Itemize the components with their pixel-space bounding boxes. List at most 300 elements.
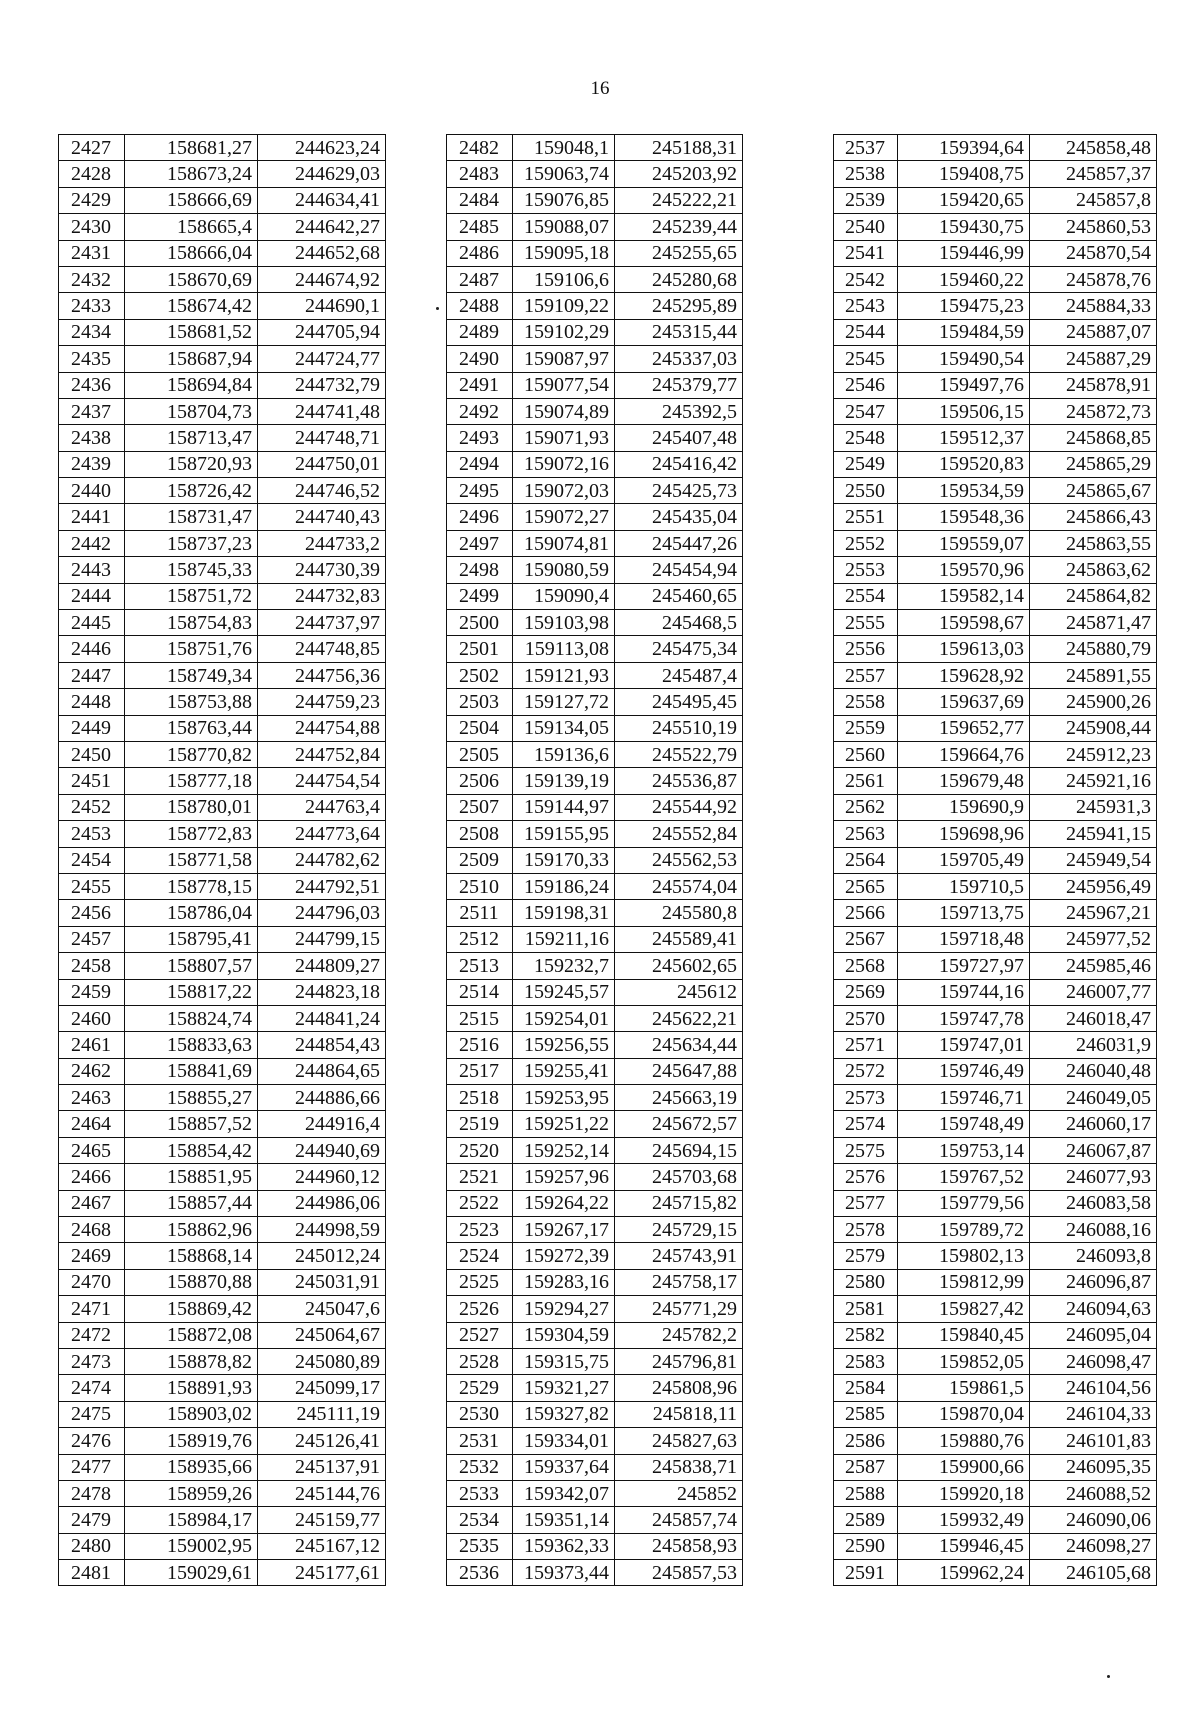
table-row [59,1348,386,1374]
x-coordinate-cell: 159718,48 [898,926,1030,952]
y-coordinate-cell: 245908,44 [1030,715,1157,741]
scan-speck [436,307,439,310]
y-coordinate-cell: 245863,62 [1030,557,1157,583]
y-coordinate-cell: 244748,71 [258,425,386,451]
y-coordinate-cell: 246077,93 [1030,1164,1157,1190]
y-coordinate-cell: 245941,15 [1030,821,1157,847]
y-coordinate-cell: 245857,53 [615,1560,743,1586]
y-coordinate-cell: 244732,83 [258,583,386,609]
x-coordinate-cell: 159095,18 [513,240,615,266]
y-coordinate-cell: 245956,49 [1030,873,1157,899]
y-coordinate-cell: 245672,57 [615,1111,743,1137]
y-coordinate-cell: 245949,54 [1030,847,1157,873]
point-number-cell: 2431 [59,240,125,266]
table-row [59,240,386,266]
x-coordinate-cell: 158770,82 [125,741,258,767]
y-coordinate-cell: 245827,63 [615,1428,743,1454]
table-row [59,689,386,715]
point-number-cell: 2473 [59,1348,125,1374]
y-coordinate-cell: 246049,05 [1030,1085,1157,1111]
table-row [834,1533,1157,1559]
point-number-cell: 2515 [447,1005,513,1031]
x-coordinate-cell: 159127,72 [513,689,615,715]
x-coordinate-cell: 158726,42 [125,478,258,504]
x-coordinate-cell: 159394,64 [898,135,1030,161]
x-coordinate-cell: 158807,57 [125,953,258,979]
point-number-cell: 2582 [834,1322,898,1348]
point-number-cell: 2590 [834,1533,898,1559]
x-coordinate-cell: 158851,95 [125,1164,258,1190]
table-row [834,715,1157,741]
table-row [834,1269,1157,1295]
table-row [447,636,743,662]
point-number-cell: 2528 [447,1348,513,1374]
point-number-cell: 2564 [834,847,898,873]
table-row [834,1005,1157,1031]
y-coordinate-cell: 245468,5 [615,610,743,636]
x-coordinate-cell: 159746,49 [898,1058,1030,1084]
y-coordinate-cell: 244886,66 [258,1085,386,1111]
table-row [834,346,1157,372]
table-row [59,293,386,319]
point-number-cell: 2442 [59,530,125,556]
y-coordinate-cell: 244724,77 [258,346,386,372]
point-number-cell: 2448 [59,689,125,715]
table-row [447,372,743,398]
x-coordinate-cell: 159121,93 [513,662,615,688]
y-coordinate-cell: 245589,41 [615,926,743,952]
y-coordinate-cell: 244652,68 [258,240,386,266]
table-row [834,398,1157,424]
table-row [834,451,1157,477]
x-coordinate-cell: 159198,31 [513,900,615,926]
point-number-cell: 2499 [447,583,513,609]
point-number-cell: 2562 [834,794,898,820]
table-row [59,900,386,926]
point-number-cell: 2454 [59,847,125,873]
table-row [447,266,743,292]
y-coordinate-cell: 245912,23 [1030,741,1157,767]
table-row [834,1428,1157,1454]
y-coordinate-cell: 244986,06 [258,1190,386,1216]
table-row [834,979,1157,1005]
x-coordinate-cell: 158666,04 [125,240,258,266]
table-row [447,794,743,820]
x-coordinate-cell: 159283,16 [513,1269,615,1295]
table-row [59,1137,386,1163]
point-number-cell: 2455 [59,873,125,899]
point-number-cell: 2574 [834,1111,898,1137]
x-coordinate-cell: 159840,45 [898,1322,1030,1348]
x-coordinate-cell: 159506,15 [898,398,1030,424]
point-number-cell: 2497 [447,530,513,556]
x-coordinate-cell: 159652,77 [898,715,1030,741]
x-coordinate-cell: 158753,88 [125,689,258,715]
x-coordinate-cell: 158745,33 [125,557,258,583]
x-coordinate-cell: 159705,49 [898,847,1030,873]
y-coordinate-cell: 245887,29 [1030,346,1157,372]
y-coordinate-cell: 245715,82 [615,1190,743,1216]
x-coordinate-cell: 159420,65 [898,187,1030,213]
y-coordinate-cell: 245703,68 [615,1164,743,1190]
point-number-cell: 2427 [59,135,125,161]
x-coordinate-cell: 158720,93 [125,451,258,477]
table-row [834,1322,1157,1348]
y-coordinate-cell: 245137,91 [258,1454,386,1480]
y-coordinate-cell: 244782,62 [258,847,386,873]
x-coordinate-cell: 158824,74 [125,1005,258,1031]
point-number-cell: 2522 [447,1190,513,1216]
x-coordinate-cell: 159827,42 [898,1296,1030,1322]
x-coordinate-cell: 159294,27 [513,1296,615,1322]
point-number-cell: 2542 [834,266,898,292]
point-number-cell: 2586 [834,1428,898,1454]
x-coordinate-cell: 159090,4 [513,583,615,609]
y-coordinate-cell: 244756,36 [258,662,386,688]
table-row [447,398,743,424]
table-row [447,741,743,767]
point-number-cell: 2578 [834,1217,898,1243]
y-coordinate-cell: 245379,77 [615,372,743,398]
point-number-cell: 2552 [834,530,898,556]
y-coordinate-cell: 245337,03 [615,346,743,372]
table-row [447,1111,743,1137]
point-number-cell: 2517 [447,1058,513,1084]
x-coordinate-cell: 159727,97 [898,953,1030,979]
y-coordinate-cell: 245921,16 [1030,768,1157,794]
table-row [59,873,386,899]
y-coordinate-cell: 245239,44 [615,214,743,240]
x-coordinate-cell: 159852,05 [898,1348,1030,1374]
x-coordinate-cell: 158687,94 [125,346,258,372]
table-row [59,214,386,240]
y-coordinate-cell: 244796,03 [258,900,386,926]
y-coordinate-cell: 245863,55 [1030,530,1157,556]
y-coordinate-cell: 245663,19 [615,1085,743,1111]
table-row [59,768,386,794]
y-coordinate-cell: 245177,61 [258,1560,386,1586]
x-coordinate-cell: 159747,01 [898,1032,1030,1058]
table-row [834,610,1157,636]
x-coordinate-cell: 159063,74 [513,161,615,187]
x-coordinate-cell: 158817,22 [125,979,258,1005]
point-number-cell: 2447 [59,662,125,688]
table-row [834,293,1157,319]
x-coordinate-cell: 159072,27 [513,504,615,530]
point-number-cell: 2534 [447,1507,513,1533]
x-coordinate-cell: 159134,05 [513,715,615,741]
y-coordinate-cell: 244763,4 [258,794,386,820]
table-row [59,1533,386,1559]
table-row [447,1058,743,1084]
y-coordinate-cell: 246088,52 [1030,1480,1157,1506]
x-coordinate-cell: 159920,18 [898,1480,1030,1506]
point-number-cell: 2577 [834,1190,898,1216]
x-coordinate-cell: 159534,59 [898,478,1030,504]
x-coordinate-cell: 159254,01 [513,1005,615,1031]
x-coordinate-cell: 158833,63 [125,1032,258,1058]
y-coordinate-cell: 244841,24 [258,1005,386,1031]
x-coordinate-cell: 158763,44 [125,715,258,741]
x-coordinate-cell: 159186,24 [513,873,615,899]
y-coordinate-cell: 245255,65 [615,240,743,266]
point-number-cell: 2540 [834,214,898,240]
y-coordinate-cell: 245857,74 [615,1507,743,1533]
y-coordinate-cell: 245900,26 [1030,689,1157,715]
table-row [59,1454,386,1480]
x-coordinate-cell: 159373,44 [513,1560,615,1586]
x-coordinate-cell: 159257,96 [513,1164,615,1190]
point-number-cell: 2446 [59,636,125,662]
x-coordinate-cell: 159139,19 [513,768,615,794]
table-row [59,636,386,662]
point-number-cell: 2575 [834,1137,898,1163]
point-number-cell: 2459 [59,979,125,1005]
point-number-cell: 2498 [447,557,513,583]
x-coordinate-cell: 158751,72 [125,583,258,609]
point-number-cell: 2521 [447,1164,513,1190]
x-coordinate-cell: 159779,56 [898,1190,1030,1216]
y-coordinate-cell: 245871,47 [1030,610,1157,636]
y-coordinate-cell: 244730,39 [258,557,386,583]
point-number-cell: 2536 [447,1560,513,1586]
point-number-cell: 2463 [59,1085,125,1111]
point-number-cell: 2503 [447,689,513,715]
y-coordinate-cell: 246101,83 [1030,1428,1157,1454]
table-row [59,821,386,847]
y-coordinate-cell: 244737,97 [258,610,386,636]
x-coordinate-cell: 159321,27 [513,1375,615,1401]
y-coordinate-cell: 246098,27 [1030,1533,1157,1559]
point-number-cell: 2480 [59,1533,125,1559]
table-row [834,372,1157,398]
y-coordinate-cell: 244792,51 [258,873,386,899]
y-coordinate-cell: 246104,56 [1030,1375,1157,1401]
coordinate-table-3 [833,134,1157,1586]
x-coordinate-cell: 158870,88 [125,1269,258,1295]
y-coordinate-cell: 245522,79 [615,741,743,767]
y-coordinate-cell: 245435,04 [615,504,743,530]
point-number-cell: 2437 [59,398,125,424]
y-coordinate-cell: 244740,43 [258,504,386,530]
table-row [834,478,1157,504]
table-row [834,1454,1157,1480]
y-coordinate-cell: 246104,33 [1030,1401,1157,1427]
point-number-cell: 2535 [447,1533,513,1559]
y-coordinate-cell: 246018,47 [1030,1005,1157,1031]
table-row [447,319,743,345]
x-coordinate-cell: 159342,07 [513,1480,615,1506]
point-number-cell: 2520 [447,1137,513,1163]
table-row [834,873,1157,899]
table-row [447,1507,743,1533]
point-number-cell: 2529 [447,1375,513,1401]
y-coordinate-cell: 245111,19 [258,1401,386,1427]
table-row [834,1164,1157,1190]
x-coordinate-cell: 159106,6 [513,266,615,292]
y-coordinate-cell: 245144,76 [258,1480,386,1506]
table-row [59,1164,386,1190]
y-coordinate-cell: 244748,85 [258,636,386,662]
x-coordinate-cell: 159315,75 [513,1348,615,1374]
y-coordinate-cell: 244705,94 [258,319,386,345]
x-coordinate-cell: 159144,97 [513,794,615,820]
x-coordinate-cell: 158771,58 [125,847,258,873]
x-coordinate-cell: 158868,14 [125,1243,258,1269]
y-coordinate-cell: 244674,92 [258,266,386,292]
point-number-cell: 2494 [447,451,513,477]
table-row [59,372,386,398]
y-coordinate-cell: 245977,52 [1030,926,1157,952]
y-coordinate-cell: 244623,24 [258,135,386,161]
y-coordinate-cell: 245425,73 [615,478,743,504]
table-row [447,768,743,794]
point-number-cell: 2543 [834,293,898,319]
point-number-cell: 2560 [834,741,898,767]
table-row [447,1190,743,1216]
y-coordinate-cell: 245315,44 [615,319,743,345]
table-row [59,187,386,213]
x-coordinate-cell: 158872,08 [125,1322,258,1348]
point-number-cell: 2464 [59,1111,125,1137]
x-coordinate-cell: 159789,72 [898,1217,1030,1243]
table-row [59,1190,386,1216]
table-row [834,953,1157,979]
x-coordinate-cell: 159337,64 [513,1454,615,1480]
point-number-cell: 2487 [447,266,513,292]
point-number-cell: 2546 [834,372,898,398]
point-number-cell: 2576 [834,1164,898,1190]
x-coordinate-cell: 159900,66 [898,1454,1030,1480]
table-row [59,1480,386,1506]
x-coordinate-cell: 159072,03 [513,478,615,504]
point-number-cell: 2501 [447,636,513,662]
table-row [834,135,1157,161]
x-coordinate-cell: 159767,52 [898,1164,1030,1190]
x-coordinate-cell: 159679,48 [898,768,1030,794]
table-row [59,610,386,636]
point-number-cell: 2591 [834,1560,898,1586]
x-coordinate-cell: 159029,61 [125,1560,258,1586]
x-coordinate-cell: 158681,27 [125,135,258,161]
point-number-cell: 2588 [834,1480,898,1506]
point-number-cell: 2508 [447,821,513,847]
y-coordinate-cell: 245407,48 [615,425,743,451]
point-number-cell: 2533 [447,1480,513,1506]
y-coordinate-cell: 245782,2 [615,1322,743,1348]
point-number-cell: 2549 [834,451,898,477]
y-coordinate-cell: 245487,4 [615,662,743,688]
table-row [59,1401,386,1427]
table-row [447,293,743,319]
table-row [834,1243,1157,1269]
table-row [447,240,743,266]
x-coordinate-cell: 158984,17 [125,1507,258,1533]
x-coordinate-cell: 159932,49 [898,1507,1030,1533]
y-coordinate-cell: 245860,53 [1030,214,1157,240]
x-coordinate-cell: 159074,89 [513,398,615,424]
x-coordinate-cell: 158777,18 [125,768,258,794]
y-coordinate-cell: 244916,4 [258,1111,386,1137]
y-coordinate-cell: 246031,9 [1030,1032,1157,1058]
table-row [447,504,743,530]
y-coordinate-cell: 245694,15 [615,1137,743,1163]
x-coordinate-cell: 158869,42 [125,1296,258,1322]
x-coordinate-cell: 159570,96 [898,557,1030,583]
table-row [834,1560,1157,1586]
x-coordinate-cell: 159253,95 [513,1085,615,1111]
x-coordinate-cell: 159170,33 [513,847,615,873]
x-coordinate-cell: 159232,7 [513,953,615,979]
point-number-cell: 2568 [834,953,898,979]
table-row [447,1560,743,1586]
table-row [59,1375,386,1401]
point-number-cell: 2566 [834,900,898,926]
y-coordinate-cell: 245866,43 [1030,504,1157,530]
y-coordinate-cell: 245159,77 [258,1507,386,1533]
y-coordinate-cell: 244746,52 [258,478,386,504]
table-row [59,530,386,556]
table-row [59,794,386,820]
table-row [59,1322,386,1348]
x-coordinate-cell: 159962,24 [898,1560,1030,1586]
table-row [834,504,1157,530]
point-number-cell: 2548 [834,425,898,451]
y-coordinate-cell: 246088,16 [1030,1217,1157,1243]
y-coordinate-cell: 246083,58 [1030,1190,1157,1216]
table-row [834,557,1157,583]
table-row [59,1428,386,1454]
table-row [447,873,743,899]
x-coordinate-cell: 159071,93 [513,425,615,451]
point-number-cell: 2570 [834,1005,898,1031]
point-number-cell: 2468 [59,1217,125,1243]
x-coordinate-cell: 159613,03 [898,636,1030,662]
table-row [59,135,386,161]
table-row [834,1375,1157,1401]
table-row [834,1137,1157,1163]
table-row [59,1296,386,1322]
x-coordinate-cell: 159256,55 [513,1032,615,1058]
y-coordinate-cell: 245880,79 [1030,636,1157,662]
x-coordinate-cell: 158780,01 [125,794,258,820]
x-coordinate-cell: 159155,95 [513,821,615,847]
point-number-cell: 2524 [447,1243,513,1269]
point-number-cell: 2495 [447,478,513,504]
x-coordinate-cell: 159252,14 [513,1137,615,1163]
point-number-cell: 2565 [834,873,898,899]
point-number-cell: 2462 [59,1058,125,1084]
point-number-cell: 2532 [447,1454,513,1480]
y-coordinate-cell: 245454,94 [615,557,743,583]
y-coordinate-cell: 245544,92 [615,794,743,820]
x-coordinate-cell: 158737,23 [125,530,258,556]
x-coordinate-cell: 159087,97 [513,346,615,372]
page-number: 16 [590,78,610,99]
table-row [447,478,743,504]
table-row [447,530,743,556]
table-row [447,689,743,715]
y-coordinate-cell: 245868,85 [1030,425,1157,451]
table-row [834,821,1157,847]
table-row [447,953,743,979]
table-row [59,504,386,530]
table-row [834,926,1157,952]
table-row [59,1032,386,1058]
table-row [447,926,743,952]
table-row [59,1085,386,1111]
y-coordinate-cell: 245852 [615,1480,743,1506]
